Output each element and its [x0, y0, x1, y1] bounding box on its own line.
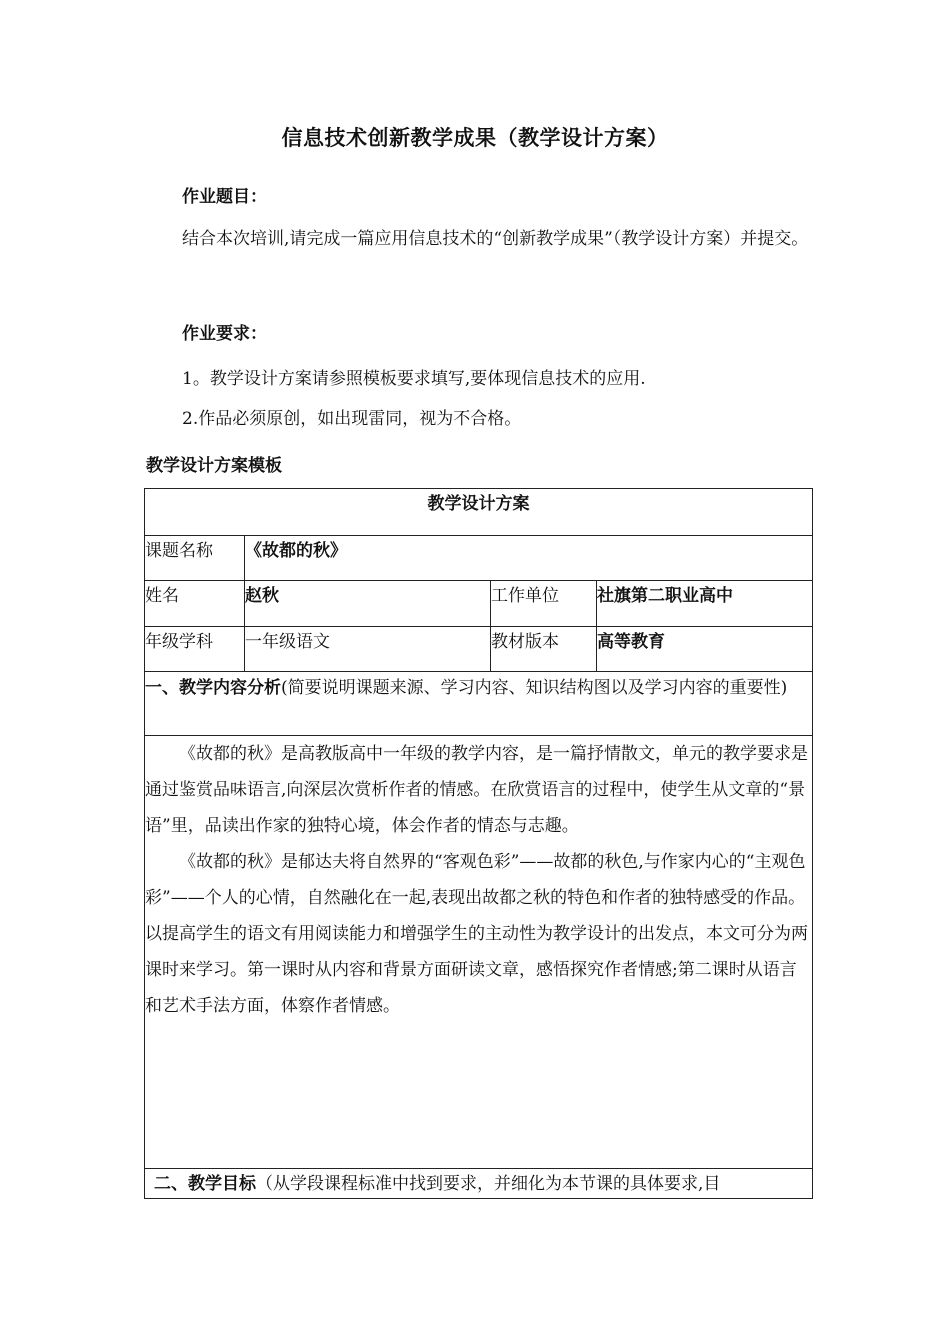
course-name-label: 课题名称	[145, 536, 245, 581]
table-header: 教学设计方案	[145, 489, 813, 536]
name-label: 姓名	[145, 581, 245, 627]
assignment-topic-label: 作业题目：	[182, 187, 267, 207]
section1-note: (简要说明课题来源、学习内容、知识结构图以及学习内容的重要性)	[281, 678, 788, 698]
section1-paragraph-2: 《故都的秋》是郁达夫将自然界的“客观色彩”——故都的秋色,与作家内心的“主观色彩”——个人的心情，自然融化在一起,表现出故都之秋的特色和作者的独特感受的作品。以提高学生的语文有用阅读能力和增强学生的主动性为教学设计的出发点，本文可分为两课时来学习。第一课时从内容和背景方面研读文章，感悟探究作者情感;第二课时从语言和艺术手法方面，体察作者情感。	[145, 852, 808, 1016]
grade-subject-value: 一年级语文	[245, 627, 491, 672]
assignment-topic-text: 结合本次培训,请完成一篇应用信息技术的“创新教学成果”（教学设计方案）并提交。	[182, 229, 809, 249]
requirement-item-2: 2.作品必须原创，如出现雷同，视为不合格。	[182, 409, 522, 429]
requirement-item-1: 1。教学设计方案请参照模板要求填写,要体现信息技术的应用.	[182, 369, 646, 389]
course-name-value: 《故都的秋》	[245, 536, 813, 581]
textbook-value: 高等教育	[597, 627, 813, 672]
section1-header	[145, 672, 813, 736]
template-label: 教学设计方案模板	[146, 456, 282, 476]
work-unit-label: 工作单位	[491, 581, 597, 627]
section1-body	[145, 736, 813, 1169]
grade-subject-label: 年级学科	[145, 627, 245, 672]
section2-title: 二、教学目标	[154, 1174, 256, 1194]
work-unit-value: 社旗第二职业高中	[597, 581, 813, 627]
document-title: 信息技术创新教学成果（教学设计方案）	[281, 126, 669, 150]
section1-title: 一、教学内容分析	[145, 678, 281, 698]
lesson-plan-table	[144, 488, 813, 1199]
assignment-requirements-label: 作业要求：	[182, 324, 267, 344]
textbook-label: 教材版本	[491, 627, 597, 672]
name-value: 赵秋	[245, 581, 491, 627]
section2-note: （从学段课程标准中找到要求，并细化为本节课的具体要求,目	[256, 1174, 721, 1194]
section2-header	[145, 1169, 813, 1199]
section1-paragraph-1: 《故都的秋》是高教版高中一年级的教学内容，是一篇抒情散文，单元的教学要求是通过鉴赏品味语言,向深层次赏析作者的情感。在欣赏语言的过程中，使学生从文章的“景语”里，品读出作家的独特心境，体会作者的情态与志趣。	[145, 744, 808, 836]
